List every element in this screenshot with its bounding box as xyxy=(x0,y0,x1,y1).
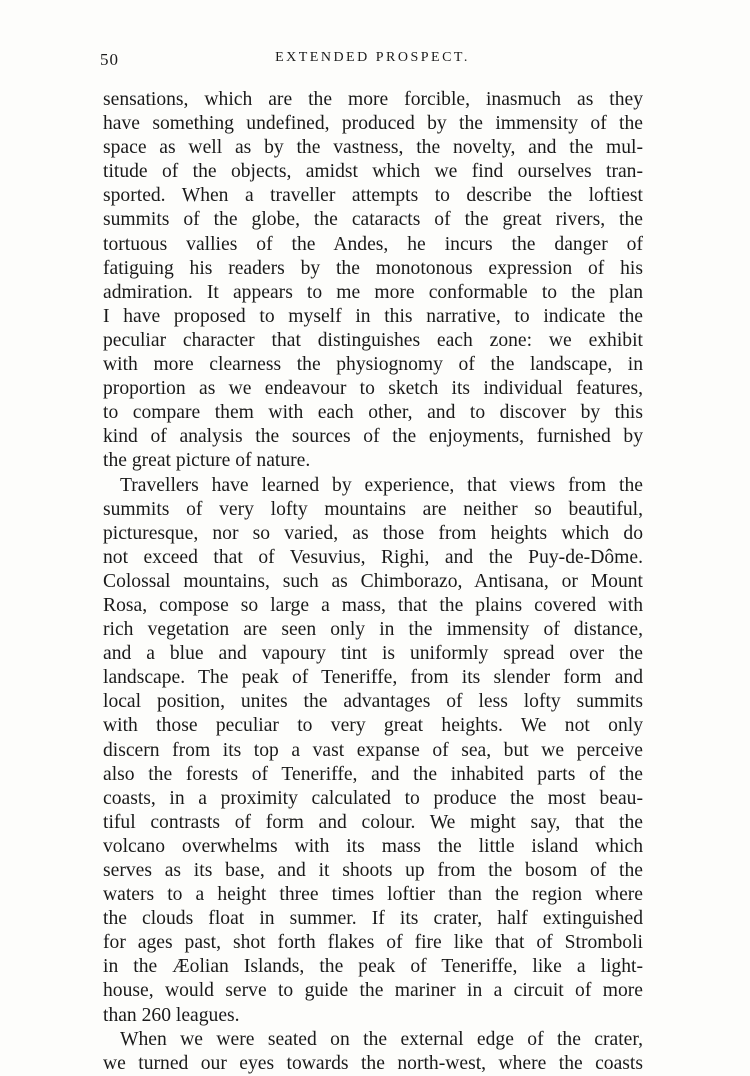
text-line: Colossal mountains, such as Chimborazo, Antisana, or Mount xyxy=(103,570,643,592)
text-line: not exceed that of Vesuvius, Righi, and the Puy-de-Dôme. xyxy=(103,546,643,568)
text-line: the clouds float in summer. If its crater, half extinguished xyxy=(103,908,643,930)
text-line: the great picture of nature. xyxy=(103,450,311,472)
text-line: for ages past, shot forth flakes of fire like that of Stromboli xyxy=(103,932,643,954)
text-line: house, would serve to guide the mariner in a circuit of more xyxy=(103,980,643,1002)
page-number: 50 xyxy=(100,50,119,69)
text-line: tiful contrasts of form and colour. We might say, that the xyxy=(103,811,643,833)
text-line: discern from its top a vast expanse of sea, but we perceive xyxy=(103,739,643,761)
text-line: summits of the globe, the cataracts of the great rivers, the xyxy=(103,209,643,231)
paragraph xyxy=(103,1028,643,1076)
text-line: and a blue and vapoury tint is uniformly spread over the xyxy=(103,643,643,665)
text-line: proportion as we endeavour to sketch its individual features, xyxy=(103,378,643,400)
text-line: summits of very lofty mountains are neither so beautiful, xyxy=(103,498,643,520)
text-line: When we were seated on the external edge of the crater, xyxy=(120,1028,643,1050)
text-line: space as well as by the vastness, the novelty, and the mul- xyxy=(103,137,643,159)
text-line: admiration. It appears to me more conformable to the plan xyxy=(103,281,643,303)
text-line: kind of analysis the sources of the enjoyments, furnished by xyxy=(103,426,643,448)
text-line: titude of the objects, amidst which we find ourselves tran- xyxy=(103,161,643,183)
text-line: than 260 leagues. xyxy=(103,1004,240,1026)
running-head: EXTENDED PROSPECT. xyxy=(275,50,470,65)
text-line: rich vegetation are seen only in the immensity of distance, xyxy=(103,619,643,641)
text-line: local position, unites the advantages of less lofty summits xyxy=(103,691,643,713)
text-line: Rosa, compose so large a mass, that the plains covered with xyxy=(103,594,643,616)
text-line: picturesque, nor so varied, as those from heights which do xyxy=(103,522,643,544)
text-line: have something undefined, produced by the immensity of the xyxy=(103,113,643,135)
text-line: to compare them with each other, and to discover by this xyxy=(103,402,643,424)
text-line: peculiar character that distinguishes each zone: we exhibit xyxy=(103,329,643,351)
paragraph xyxy=(103,88,643,474)
text-line: fatiguing his readers by the monotonous expression of his xyxy=(103,257,643,279)
text-line: waters to a height three times loftier than the region where xyxy=(103,884,643,906)
text-line: sensations, which are the more forcible, inasmuch as they xyxy=(103,89,643,110)
body-text xyxy=(103,88,643,1076)
text-line: with those peculiar to very great heights. We not only xyxy=(103,715,643,737)
text-line: volcano overwhelms with its mass the little island which xyxy=(103,835,643,857)
text-line: also the forests of Teneriffe, and the inhabited parts of the xyxy=(103,763,643,785)
text-line: I have proposed to myself in this narrative, to indicate the xyxy=(103,305,643,327)
text-line: with more clearness the physiognomy of the landscape, in xyxy=(103,354,643,376)
text-line: in the Æolian Islands, the peak of Teneriffe, like a light- xyxy=(103,956,643,978)
text-line: sported. When a traveller attempts to describe the loftiest xyxy=(103,185,643,207)
paragraph xyxy=(103,474,643,1028)
text-line: tortuous vallies of the Andes, he incurs the danger of xyxy=(103,233,643,255)
text-line: coasts, in a proximity calculated to produce the most beau- xyxy=(103,787,643,809)
text-line: landscape. The peak of Teneriffe, from its slender form and xyxy=(103,667,643,689)
text-line: we turned our eyes towards the north-west, where the coasts xyxy=(103,1052,643,1074)
text-line: serves as its base, and it shoots up from the bosom of the xyxy=(103,860,643,881)
page-header xyxy=(100,50,645,76)
text-line: Travellers have learned by experience, that views from the xyxy=(120,474,643,496)
